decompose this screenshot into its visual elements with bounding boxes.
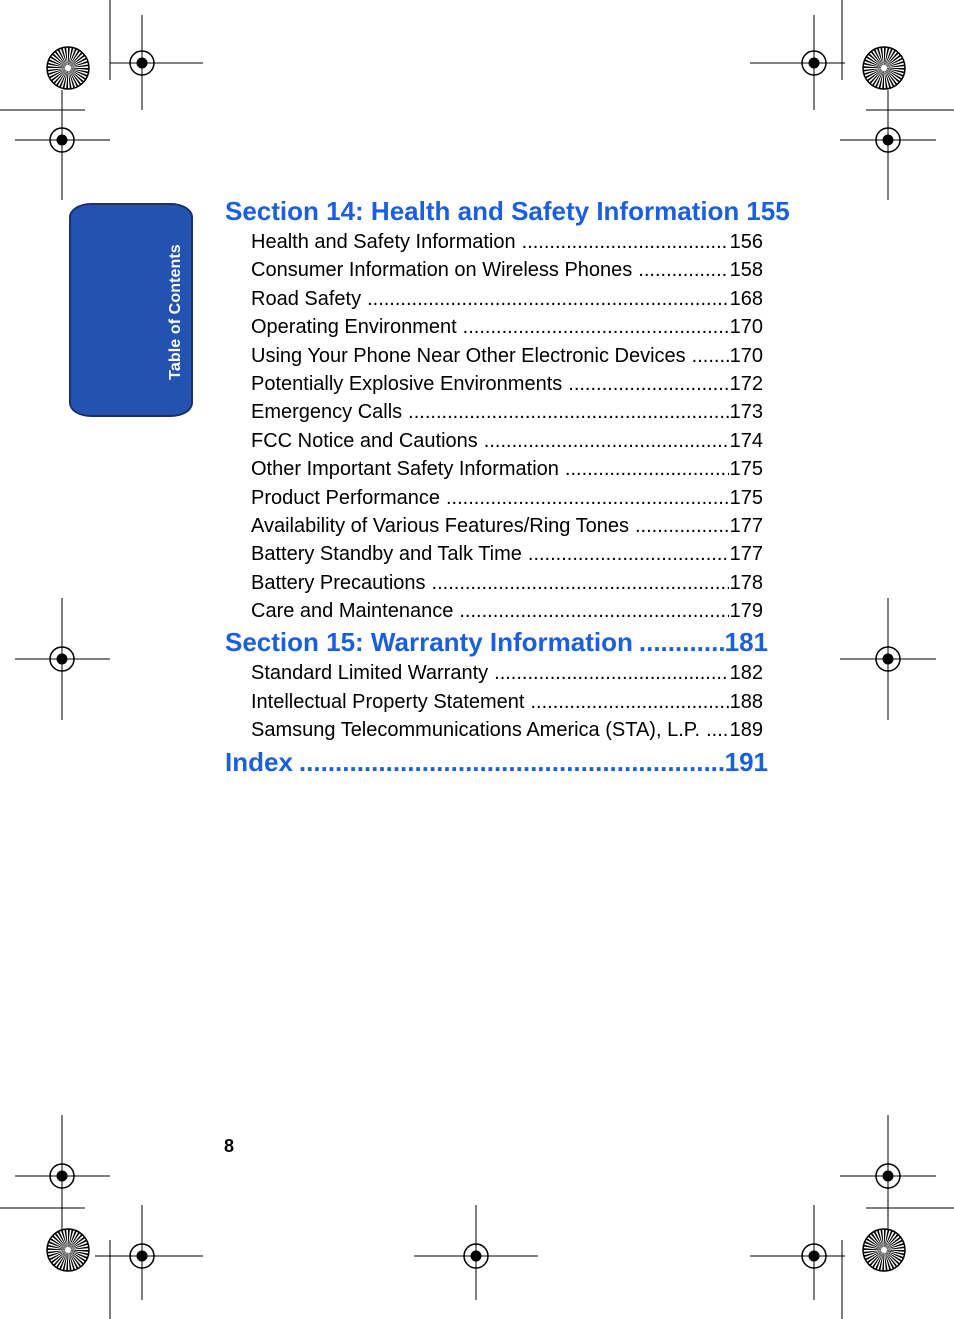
- toc-entry[interactable]: [251, 370, 763, 398]
- section-heading[interactable]: [225, 745, 768, 779]
- entry-title: FCC Notice and Cautions: [251, 429, 478, 452]
- dot-leader: [568, 370, 728, 398]
- entry-title: Emergency Calls: [251, 401, 403, 424]
- dot-leader: [692, 342, 729, 370]
- dot-leader: [635, 512, 729, 540]
- entry-page: 179: [729, 600, 763, 623]
- dot-leader: [408, 398, 728, 426]
- toc-entry[interactable]: [251, 569, 763, 597]
- dot-leader: [638, 256, 728, 284]
- dot-leader: [484, 427, 729, 455]
- dot-leader: [463, 313, 729, 341]
- section-title: Section 15: Warranty Information: [225, 627, 633, 658]
- dot-leader: [459, 597, 728, 625]
- entry-page: 158: [729, 259, 763, 282]
- toc-entry[interactable]: [251, 455, 763, 483]
- starburst-center: [881, 65, 887, 71]
- entry-title: Samsung Telecommunications America (STA), L.P.: [251, 719, 701, 742]
- starburst-center: [881, 1247, 887, 1253]
- dot-leader: [706, 716, 729, 744]
- entry-page: 170: [729, 316, 763, 339]
- entry-title: Standard Limited Warranty: [251, 662, 489, 685]
- dot-leader: [530, 688, 728, 716]
- dot-leader: [528, 540, 729, 568]
- entry-page: 172: [729, 372, 763, 395]
- entry-page: 173: [729, 401, 763, 424]
- toc-entry[interactable]: [251, 285, 763, 313]
- entry-title: Consumer Information on Wireless Phones: [251, 259, 633, 282]
- entry-title: Operating Environment: [251, 316, 457, 339]
- entry-page: 177: [729, 543, 763, 566]
- entry-page: 175: [729, 486, 763, 509]
- entry-title: Other Important Safety Information: [251, 458, 559, 481]
- toc-entry[interactable]: [251, 597, 763, 625]
- toc-entry[interactable]: [251, 716, 763, 744]
- toc-entry[interactable]: [251, 659, 763, 687]
- dot-leader: [639, 625, 724, 659]
- section-heading[interactable]: [225, 625, 768, 659]
- side-tab-label: Table of Contents: [167, 244, 184, 380]
- dot-leader: [299, 745, 724, 779]
- toc-entry[interactable]: [251, 342, 763, 370]
- entry-title: Using Your Phone Near Other Electronic Devices: [251, 344, 686, 367]
- entry-title: Battery Precautions: [251, 571, 426, 594]
- dot-leader: [367, 285, 729, 313]
- toc-entry[interactable]: [251, 313, 763, 341]
- dot-leader: [565, 455, 729, 483]
- toc-entry[interactable]: [251, 540, 763, 568]
- table-of-contents: [225, 194, 790, 779]
- entry-page: 174: [729, 429, 763, 452]
- entry-page: 178: [729, 571, 763, 594]
- section-title: Index: [225, 746, 293, 777]
- entry-title: Health and Safety Information: [251, 231, 516, 253]
- starburst-center: [65, 1247, 71, 1253]
- dot-leader: [446, 484, 729, 512]
- entry-page: 188: [729, 690, 763, 713]
- toc-entry[interactable]: [251, 427, 763, 455]
- entry-page: 182: [729, 662, 763, 685]
- toc-entry[interactable]: [251, 688, 763, 716]
- entry-title: Availability of Various Features/Ring Tones: [251, 514, 629, 537]
- toc-entry[interactable]: [251, 398, 763, 426]
- entry-page: 170: [729, 344, 763, 367]
- entry-title: Care and Maintenance: [251, 600, 454, 623]
- entry-title: Potentially Explosive Environments: [251, 372, 563, 395]
- page-number: 8: [224, 1136, 235, 1156]
- entry-page: 175: [729, 458, 763, 481]
- toc-entry[interactable]: [251, 512, 763, 540]
- starburst-center: [65, 65, 71, 71]
- entry-page: 168: [729, 287, 763, 310]
- toc-entry[interactable]: [251, 484, 763, 512]
- dot-leader: [432, 569, 729, 597]
- section-page: 191: [724, 746, 768, 777]
- dot-leader: [494, 659, 728, 687]
- toc-entry[interactable]: [251, 256, 763, 284]
- dot-leader: [522, 228, 729, 256]
- entry-title: Road Safety: [251, 287, 362, 310]
- section-title: Section 14: Health and Safety Information: [225, 196, 740, 226]
- entry-page: 189: [729, 719, 763, 742]
- section-heading[interactable]: [225, 194, 790, 228]
- entry-page: 156: [729, 231, 763, 253]
- entry-page: 177: [729, 514, 763, 537]
- section-page: 155: [746, 196, 790, 226]
- section-page: 181: [724, 627, 768, 658]
- entry-title: Battery Standby and Talk Time: [251, 543, 522, 566]
- entry-title: Product Performance: [251, 486, 440, 509]
- toc-entry[interactable]: [251, 228, 763, 256]
- entry-title: Intellectual Property Statement: [251, 690, 525, 713]
